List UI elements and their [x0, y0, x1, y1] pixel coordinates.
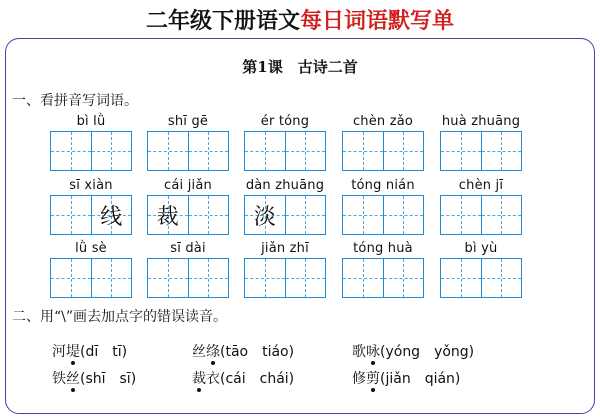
pinyin-label: chèn jī	[458, 178, 504, 193]
writing-box[interactable]	[245, 132, 285, 170]
tianzige-grid	[342, 131, 424, 171]
tianzige-grid	[440, 131, 522, 171]
dotted-character: 剪	[366, 371, 380, 387]
writing-box[interactable]	[91, 259, 132, 297]
written-character	[189, 259, 229, 297]
pinyin-label: shī gē	[167, 114, 209, 129]
writing-box[interactable]	[188, 132, 229, 170]
written-character: 淡	[253, 204, 276, 230]
pinyin-label: jiǎn zhī	[261, 241, 309, 256]
pinyin-label: chèn zǎo	[352, 114, 414, 129]
tianzige-grid	[342, 195, 424, 235]
tianzige-grid	[147, 258, 229, 298]
written-character	[245, 132, 285, 170]
dotted-character: 堤	[66, 344, 80, 360]
pinyin-label: sī xiàn	[69, 178, 113, 193]
tianzige-grid	[50, 258, 132, 298]
writing-box[interactable]	[383, 196, 424, 234]
writing-box[interactable]	[343, 132, 383, 170]
written-character	[482, 259, 522, 297]
pronunciation-item	[192, 341, 294, 361]
pronunciation-item	[52, 368, 136, 388]
pronunciation-item	[192, 368, 294, 388]
pinyin-label: dàn zhuāng	[245, 178, 325, 193]
writing-box[interactable]	[148, 259, 188, 297]
written-character	[148, 132, 188, 170]
pinyin-label: ér tóng	[260, 114, 310, 129]
written-character	[343, 259, 383, 297]
writing-box[interactable]	[441, 132, 481, 170]
dotted-character: 绦	[206, 344, 220, 360]
word-character: 衣	[206, 371, 220, 387]
pinyin-options[interactable]: (cái chái)	[220, 371, 295, 387]
pronunciation-item	[352, 341, 474, 361]
title-accent: 每日词语默写单	[300, 8, 455, 34]
written-character	[384, 132, 424, 170]
writing-box[interactable]	[343, 196, 383, 234]
written-character	[92, 132, 132, 170]
pinyin-options[interactable]: (yóng yǒng)	[380, 344, 475, 360]
writing-box[interactable]	[285, 259, 326, 297]
pinyin-options[interactable]: (tāo tiáo)	[220, 344, 295, 360]
writing-box[interactable]	[481, 259, 522, 297]
written-character	[148, 259, 188, 297]
pinyin-label: bì yù	[464, 241, 498, 256]
written-character	[441, 259, 481, 297]
pinyin-options[interactable]: (jiǎn qián)	[380, 371, 461, 387]
dotted-character: 丝	[66, 371, 80, 387]
written-character	[482, 132, 522, 170]
writing-box[interactable]	[441, 196, 481, 234]
pinyin-options[interactable]: (shī sī)	[80, 371, 137, 387]
writing-box[interactable]	[91, 196, 132, 234]
writing-box[interactable]	[91, 132, 132, 170]
writing-box[interactable]	[148, 196, 188, 234]
written-character	[441, 196, 481, 234]
pinyin-label: tóng huà	[353, 241, 413, 256]
written-character	[384, 259, 424, 297]
written-character	[441, 132, 481, 170]
pinyin-label: cái jiǎn	[164, 178, 212, 193]
section1-heading: 一、看拼音写词语。	[12, 93, 138, 109]
writing-box[interactable]	[148, 132, 188, 170]
writing-box[interactable]	[285, 132, 326, 170]
pinyin-options[interactable]: (dī tī)	[80, 344, 128, 360]
written-character: 线	[100, 204, 123, 230]
section2-heading: 二、用“\”画去加点字的错误读音。	[12, 309, 228, 325]
writing-box[interactable]	[245, 259, 285, 297]
written-character	[384, 196, 424, 234]
written-character	[286, 132, 326, 170]
pinyin-label: lǜ sè	[75, 241, 107, 256]
word-character: 河	[52, 344, 66, 360]
writing-box[interactable]	[51, 132, 91, 170]
written-character	[92, 259, 132, 297]
writing-box[interactable]	[188, 259, 229, 297]
tianzige-grid	[244, 258, 326, 298]
written-character	[189, 196, 229, 234]
writing-box[interactable]	[245, 196, 285, 234]
written-character	[51, 132, 91, 170]
dotted-character: 裁	[192, 371, 206, 387]
pinyin-label: tóng nián	[351, 178, 415, 193]
title-main: 二年级下册语文	[145, 8, 300, 34]
writing-box[interactable]	[285, 196, 326, 234]
written-character	[51, 196, 91, 234]
writing-box[interactable]	[481, 132, 522, 170]
writing-box[interactable]	[441, 259, 481, 297]
pinyin-label: bì lǜ	[76, 114, 106, 129]
written-character	[343, 132, 383, 170]
page-title	[0, 4, 600, 34]
tianzige-grid	[147, 131, 229, 171]
written-character	[286, 259, 326, 297]
tianzige-grid	[440, 195, 522, 235]
writing-box[interactable]	[188, 196, 229, 234]
written-character: 裁	[156, 204, 179, 230]
writing-box[interactable]	[51, 259, 91, 297]
written-character	[245, 259, 285, 297]
tianzige-grid	[50, 131, 132, 171]
tianzige-grid	[50, 195, 132, 235]
word-character: 丝	[192, 344, 206, 360]
pinyin-label: huà zhuāng	[441, 114, 521, 129]
written-character	[343, 196, 383, 234]
writing-box[interactable]	[51, 196, 91, 234]
lesson-title: 第1课 古诗二首	[242, 58, 358, 76]
tianzige-grid	[147, 195, 229, 235]
dotted-character: 咏	[366, 344, 380, 360]
word-character: 铁	[52, 371, 66, 387]
writing-box[interactable]	[481, 196, 522, 234]
word-character: 修	[352, 371, 366, 387]
tianzige-grid	[244, 195, 326, 235]
writing-box[interactable]	[383, 132, 424, 170]
writing-box[interactable]	[383, 259, 424, 297]
written-character	[286, 196, 326, 234]
pronunciation-item	[52, 341, 127, 361]
written-character	[189, 132, 229, 170]
writing-box[interactable]	[343, 259, 383, 297]
written-character	[482, 196, 522, 234]
tianzige-grid	[440, 258, 522, 298]
tianzige-grid	[244, 131, 326, 171]
pronunciation-item	[352, 368, 460, 388]
written-character	[51, 259, 91, 297]
word-character: 歌	[352, 344, 366, 360]
pinyin-label: sī dài	[170, 241, 206, 256]
tianzige-grid	[342, 258, 424, 298]
